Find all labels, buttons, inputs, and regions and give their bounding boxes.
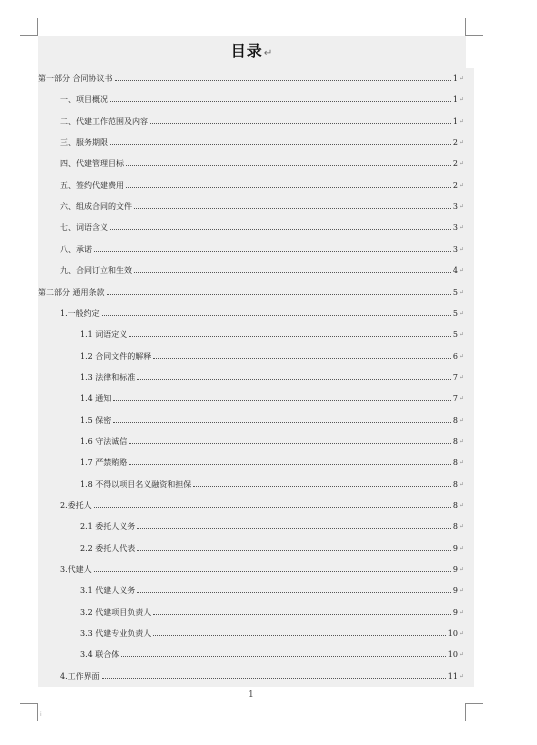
toc-entry-page-number: 8 [452, 436, 458, 446]
toc-entry-title: 八、承诺 [60, 244, 92, 254]
toc-leader-dots [113, 400, 451, 401]
toc-entry[interactable] [60, 239, 464, 260]
toc-entry-page-number: 8 [452, 501, 458, 510]
toc-leader-dots [134, 208, 451, 209]
paragraph-mark-icon: ↵ [458, 139, 464, 147]
toc-entry[interactable] [60, 175, 464, 196]
toc-entry[interactable] [80, 474, 464, 495]
paragraph-mark-icon: ↵ [458, 608, 464, 616]
toc-entry-page-number: 10 [447, 629, 458, 639]
crop-mark-bottom-right [465, 703, 483, 721]
toc-entry-title: 1.6 守法诚信 [80, 436, 128, 446]
toc-entry[interactable] [80, 602, 464, 623]
toc-leader-dots [153, 358, 451, 359]
toc-leader-dots [134, 272, 451, 273]
toc-leader-dots [107, 294, 451, 295]
toc-entry-title: 1.4 通知 [80, 394, 112, 404]
toc-entry-page-number: 9 [452, 607, 458, 617]
paragraph-mark-icon: ↵ [458, 181, 464, 189]
toc-entry[interactable] [80, 452, 464, 473]
paragraph-mark-icon: ↵ [458, 160, 464, 168]
toc-entry[interactable] [80, 516, 464, 537]
toc-entry-page-number: 9 [452, 586, 458, 596]
toc-entry[interactable] [80, 644, 464, 665]
paragraph-mark-icon: ↵ [458, 224, 464, 232]
toc-entry[interactable] [80, 580, 464, 601]
toc-entry-page-number: 2 [452, 180, 458, 190]
crop-mark-top-left [20, 18, 38, 36]
toc-leader-dots [129, 336, 451, 337]
toc-entry-title: 2.2 委托人代表 [80, 543, 136, 553]
toc-entry-title: 3.4 联合体 [80, 650, 120, 660]
paragraph-mark-icon: ↵ [458, 117, 464, 125]
paragraph-mark-icon: ↵ [458, 651, 464, 659]
toc-leader-dots [115, 80, 451, 81]
paragraph-mark-icon: ↵ [458, 672, 464, 680]
toc-entry[interactable] [80, 324, 464, 345]
toc-entry[interactable] [60, 153, 464, 174]
toc-entry-title: 3.2 代建项目负责人 [80, 607, 152, 617]
toc-leader-dots [102, 315, 451, 316]
toc-entry-page-number: 1 [452, 116, 458, 126]
toc-leader-dots [110, 229, 451, 230]
toc-entry-title: 七、词语含义 [60, 223, 108, 233]
toc-leader-dots [193, 486, 451, 487]
toc-entry-page-number: 3 [452, 202, 458, 212]
toc-entry-title: 1.2 合同文件的解释 [80, 351, 152, 361]
toc-leader-dots [102, 678, 446, 679]
toc-entry-title: 1.一般约定 [60, 308, 100, 318]
toc-entry-title: 1.7 严禁贿赂 [80, 458, 128, 468]
paragraph-mark-icon: ↵ [458, 523, 464, 531]
paragraph-mark-icon: ↵ [458, 566, 464, 574]
paragraph-mark-icon: ↵ [458, 416, 464, 424]
toc-leader-dots [94, 251, 451, 252]
paragraph-mark-icon: ↵ [458, 288, 464, 296]
toc-entry-title: 1.3 法律和标准 [80, 372, 136, 382]
toc-entry-page-number: 3 [452, 244, 458, 254]
toc-entry-page-number: 9 [452, 543, 458, 553]
toc-entry[interactable] [60, 89, 464, 110]
crop-mark-top-right [465, 18, 483, 36]
paragraph-mark-icon: ↵ [458, 203, 464, 211]
toc-entry-title: 五、签约代建费用 [60, 180, 124, 190]
toc-entry-page-number: 10 [447, 650, 458, 660]
toc-leader-dots [137, 550, 451, 551]
toc-leader-dots [129, 443, 451, 444]
paragraph-mark-icon: ↵ [458, 544, 464, 552]
toc-entry[interactable] [60, 559, 464, 580]
toc-entry-title: 3.代建人 [60, 565, 92, 575]
toc-entry[interactable] [38, 68, 464, 89]
toc-entry[interactable] [60, 260, 464, 281]
paragraph-mark-icon: ↵ [458, 96, 464, 104]
toc-leader-dots [153, 614, 451, 615]
toc-entry[interactable] [38, 282, 464, 303]
toc-entry-page-number: 4 [452, 266, 458, 276]
footer-page-number [248, 690, 254, 700]
toc-leader-dots [94, 507, 451, 508]
toc-entry-page-number: 11 [447, 671, 458, 681]
toc-leader-dots [150, 123, 451, 124]
toc-entry[interactable] [60, 196, 464, 217]
toc-entry-title: 三、服务期限 [60, 138, 108, 148]
toc-entry[interactable] [80, 431, 464, 452]
toc-entry-page-number: 2 [452, 138, 458, 148]
toc-entry-page-number: 5 [452, 330, 458, 340]
paragraph-mark-icon: ↵ [458, 352, 464, 360]
footer-page-number-text: 1 [248, 690, 254, 700]
paragraph-mark-icon: ↵ [458, 75, 464, 82]
paragraph-mark-icon: ↵ [458, 331, 464, 339]
toc-leader-dots [153, 635, 446, 636]
paragraph-mark-icon: ↵ [458, 309, 464, 317]
paragraph-mark-icon: ↵ [458, 437, 464, 445]
toc-entry[interactable] [80, 388, 464, 409]
crop-mark-bottom-left [20, 703, 38, 721]
paragraph-mark-icon: ↵ [458, 267, 464, 275]
toc-leader-dots [126, 165, 451, 166]
toc-entry[interactable] [60, 132, 464, 153]
paragraph-mark-icon: ↵ [263, 48, 274, 59]
toc-entry[interactable] [80, 538, 464, 559]
toc-entry-page-number: 6 [452, 351, 458, 361]
toc-entry[interactable] [80, 623, 464, 644]
toc-entry-page-number: 9 [452, 565, 458, 575]
toc-entry[interactable] [60, 111, 464, 132]
toc-title [38, 40, 466, 61]
toc-entry-page-number: 8 [452, 458, 458, 468]
toc-entry-title: 2.委托人 [60, 501, 92, 510]
paragraph-mark-icon: ↵ [458, 630, 464, 638]
toc-entry-title: 3.3 代建专业负责人 [80, 629, 152, 639]
toc-entry-page-number: 5 [452, 308, 458, 318]
paragraph-mark-icon: ↵ [458, 245, 464, 253]
toc-leader-dots [129, 464, 451, 465]
toc-leader-dots [137, 379, 451, 380]
toc-entry[interactable] [60, 303, 464, 324]
toc-leader-dots [94, 571, 451, 572]
paragraph-mark-icon: ↵ [458, 459, 464, 467]
toc-entry-title: 2.1 委托人义务 [80, 522, 136, 532]
toc-entry-page-number: 3 [452, 223, 458, 233]
toc-entry-page-number: 1 [452, 95, 458, 105]
toc-entry-title: 四、代建管理目标 [60, 159, 124, 169]
paragraph-mark-icon: ↵ [458, 587, 464, 595]
toc-entry-page-number: 5 [452, 287, 458, 297]
toc-entry[interactable] [80, 346, 464, 367]
toc-entry[interactable] [80, 367, 464, 388]
toc-entry-title: 第一部分 合同协议书 [38, 74, 113, 83]
toc-entry-title: 1.8 不得以项目名义融资和担保 [80, 479, 192, 489]
toc-leader-dots [110, 101, 451, 102]
paragraph-mark-icon: ⁞ [40, 711, 42, 718]
toc-title-text: 目录 [230, 42, 263, 60]
paragraph-mark-icon: ↵ [458, 373, 464, 381]
toc-entry-page-number: 8 [452, 522, 458, 532]
toc-entry-title: 第二部分 通用条款 [38, 287, 105, 297]
toc-entry-title: 二、代建工作范围及内容 [60, 116, 148, 126]
toc-leader-dots [137, 528, 451, 529]
toc-entry-page-number: 7 [452, 372, 458, 382]
toc-leader-dots [121, 656, 446, 657]
toc-entry-title: 一、项目概况 [60, 95, 108, 105]
paragraph-mark-icon: ↵ [458, 480, 464, 488]
toc-entry-title: 3.1 代建人义务 [80, 586, 136, 596]
toc-entry-title: 1.1 词语定义 [80, 330, 128, 340]
toc-leader-dots [137, 592, 451, 593]
toc-entry-page-number: 8 [452, 415, 458, 425]
toc-entry-page-number: 2 [452, 159, 458, 169]
toc-entry-page-number: 7 [452, 394, 458, 404]
toc-entry[interactable] [60, 495, 464, 516]
toc-entry-page-number: 8 [452, 479, 458, 489]
toc-entry-title: 1.5 保密 [80, 415, 112, 425]
toc-entry[interactable] [60, 217, 464, 238]
toc-entry[interactable] [60, 666, 464, 687]
toc-leader-dots [110, 144, 451, 145]
toc-entry-title: 九、合同订立和生效 [60, 266, 132, 276]
toc-leader-dots [126, 187, 451, 188]
toc-leader-dots [113, 422, 451, 423]
toc-entry-title: 4.工作界面 [60, 671, 100, 681]
toc-entry[interactable] [80, 410, 464, 431]
toc-entry-title: 六、组成合同的文件 [60, 202, 132, 212]
toc-entry-page-number: 1 [452, 74, 458, 83]
paragraph-mark-icon: ↵ [458, 395, 464, 403]
paragraph-mark-icon: ↵ [458, 502, 464, 509]
